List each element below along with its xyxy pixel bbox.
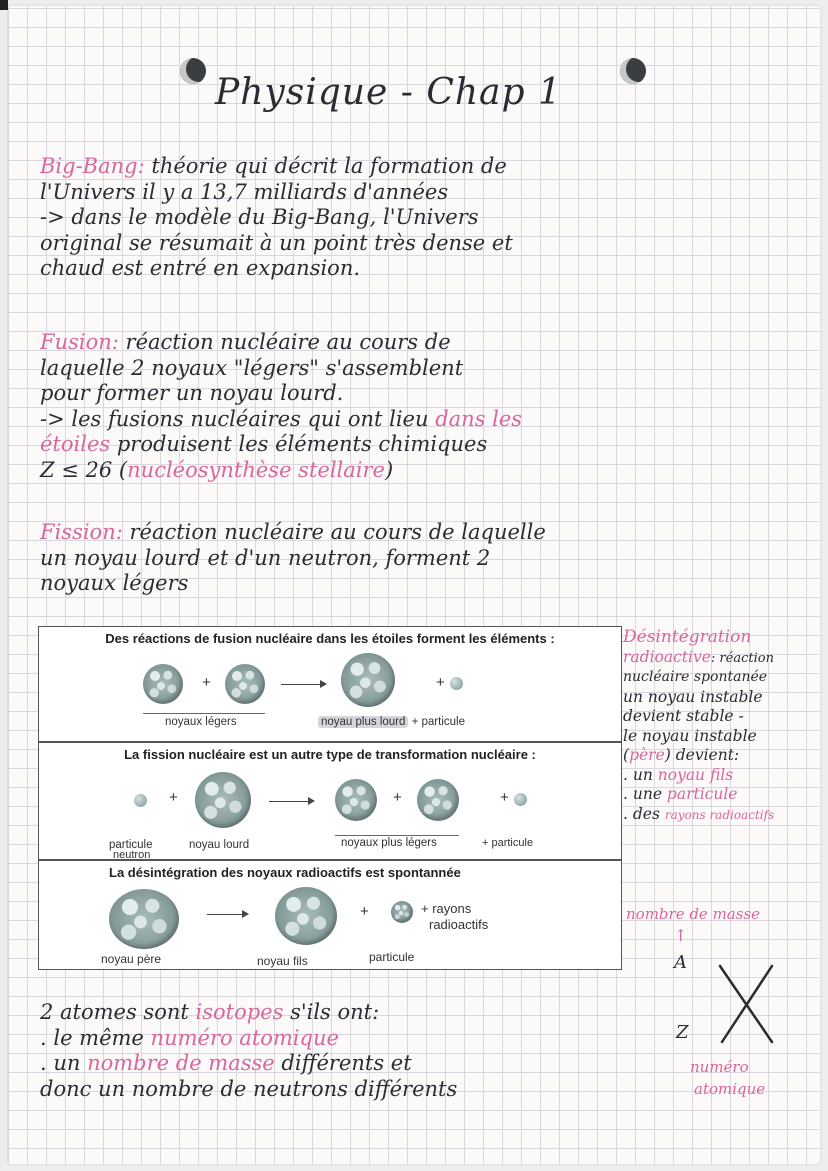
bracket-line <box>335 835 459 836</box>
side-line-7-end: ) devient: <box>664 746 740 764</box>
side-radioactive-rays: rayons radioactifs <box>664 807 775 822</box>
fission-label-lighter-nuclei: noyaux plus légers <box>341 837 437 849</box>
side-line-4: un noyau instable <box>623 687 763 706</box>
plus-sign: + <box>360 903 369 920</box>
fusion-line-5: produisent les éléments chimiques <box>116 432 488 456</box>
page-title: Physique - Chap 1 <box>215 72 562 113</box>
isotopes-bullet-1: . le même <box>40 1025 144 1050</box>
atomic-number-symbol: Z <box>676 1022 689 1043</box>
isotopes-word: isotopes <box>195 1000 284 1024</box>
plus-sign: + <box>393 789 402 806</box>
side-line-6: le noyau instable <box>623 726 757 745</box>
side-line-5: devient stable - <box>623 707 744 725</box>
big-bang-line-4: original se résumait à un point très dense et <box>40 230 513 255</box>
big-bang-line-3: -> dans le modèle du Big-Bang, l'Univers <box>40 205 479 229</box>
side-father-word: père <box>629 746 665 764</box>
father-nucleus <box>109 889 179 949</box>
decay-panel-title: La désintégration des noyaux radioactifs est spontannée <box>109 865 461 880</box>
fission-term: Fission: <box>40 520 123 544</box>
plus-sign: + <box>436 674 445 691</box>
mass-number-arrow: ↑ <box>674 926 688 945</box>
reaction-arrow <box>269 801 313 802</box>
big-bang-section <box>40 154 513 282</box>
side-term-1: Désintégration <box>623 627 752 647</box>
light-nucleus-2 <box>225 664 265 704</box>
fusion-panel-title: Des réactions de fusion nucléaire dans les étoiles forment les éléments : <box>105 631 555 646</box>
neutron-particle <box>134 794 147 807</box>
big-bang-term: Big-Bang: <box>40 154 145 178</box>
bracket-line <box>143 713 265 714</box>
plus-sign: + <box>500 789 509 806</box>
side-line-3: nucléaire spontanée <box>623 669 768 685</box>
fusion-stars-word: étoiles <box>40 432 111 456</box>
son-nucleus <box>275 887 337 945</box>
fission-line-2: un noyau lourd et d'un neutron, forment 2 <box>40 545 491 570</box>
fusion-line-3: pour former un noyau lourd. <box>40 381 344 405</box>
decay-label-particle: particule <box>369 950 415 964</box>
lighter-nucleus-2 <box>417 779 459 821</box>
big-bang-line-2: l'Univers il y a 13,7 milliards d'années <box>40 179 449 204</box>
side-line-2: : réaction <box>710 650 774 666</box>
heavy-nucleus <box>195 772 251 828</box>
fusion-close-paren: ) <box>384 457 394 482</box>
fission-section <box>40 520 546 597</box>
mass-number-label: nombre de masse <box>626 905 761 923</box>
fusion-line-4-highlight: dans les <box>435 406 523 431</box>
side-bullet-1: . un <box>623 765 658 784</box>
side-bullet-2: . une <box>623 785 667 803</box>
stellar-nucleosynthesis: nucléosynthèse stellaire <box>127 457 385 482</box>
isotopes-bullet-2: . un <box>40 1051 81 1075</box>
lighter-nucleus-1 <box>335 779 377 821</box>
fission-label-particle-2: + particule <box>482 837 534 849</box>
fusion-panel <box>39 627 621 739</box>
atomic-number-label-2: atomique <box>694 1080 766 1098</box>
fusion-line-1: réaction nucléaire au cours de <box>125 330 451 354</box>
fission-panel-title: La fission nucléaire est un autre type de transformation nucléaire : <box>124 747 536 762</box>
decay-label-rays-1: + rayons <box>421 901 472 916</box>
side-line-7-open: ( <box>623 746 630 764</box>
plus-sign: + <box>169 789 178 806</box>
side-bullet-3: . des <box>623 804 665 823</box>
reaction-arrow <box>207 914 247 915</box>
big-bang-line-5: chaud est entré en expansion. <box>40 256 361 280</box>
isotopes-atomic-number: numéro atomique <box>150 1025 339 1050</box>
decay-label-father: noyau père <box>101 952 162 966</box>
isotopes-line-1-end: s'ils ont: <box>290 1000 380 1024</box>
plus-sign: + <box>202 674 211 691</box>
side-son-nucleus: noyau fils <box>657 765 734 784</box>
heavy-nucleus <box>341 653 395 707</box>
emitted-particle <box>450 677 463 690</box>
fission-label-heavy-nucleus: noyau lourd <box>189 839 250 851</box>
fusion-label-light-nuclei: noyaux légers <box>165 716 237 728</box>
light-nucleus-1 <box>143 664 183 704</box>
fusion-z-limit: Z ≤ 26 ( <box>40 457 128 482</box>
decay-label-rays-2: radioactifs <box>429 917 489 932</box>
corner-marker <box>0 0 8 10</box>
isotopes-line-1: 2 atomes sont <box>40 1000 189 1024</box>
isotopes-section <box>40 1000 457 1102</box>
element-symbol-x <box>716 962 776 1046</box>
fusion-label-heavy-nucleus: noyau plus lourd <box>318 716 408 728</box>
atomic-number-label-1: numéro <box>690 1058 749 1076</box>
side-particle: particule <box>666 785 738 803</box>
isotopes-line-3-end: différents et <box>281 1051 412 1075</box>
decay-panel <box>39 859 621 971</box>
nuclear-reactions-figure <box>38 626 622 970</box>
reaction-arrow <box>281 684 325 685</box>
radioactive-decay-note <box>623 628 813 825</box>
emitted-particle <box>514 793 527 806</box>
isotopes-mass-number: nombre de masse <box>87 1051 275 1075</box>
fission-label-neutron: neutron <box>113 849 151 861</box>
emitted-particle <box>391 901 413 923</box>
big-bang-line-1: théorie qui décrit la formation de <box>151 154 507 178</box>
fission-label-particle: particule <box>109 839 153 851</box>
fusion-term: Fusion: <box>40 330 119 354</box>
fusion-line-4: -> les fusions nucléaires qui ont lieu <box>40 406 429 431</box>
binder-ring-hole-right <box>620 58 646 84</box>
fission-panel <box>39 741 621 859</box>
fusion-line-2: laquelle 2 noyaux "légers" s'assemblent <box>40 355 464 380</box>
fusion-section <box>40 330 522 483</box>
fission-line-3: noyaux légers <box>40 571 189 595</box>
isotopes-line-4: donc un nombre de neutrons différents <box>40 1076 458 1101</box>
fission-line-1: réaction nucléaire au cours de laquelle <box>129 520 546 544</box>
mass-number-symbol: A <box>674 952 687 973</box>
decay-label-son: noyau fils <box>257 954 308 968</box>
binder-ring-hole-left <box>180 58 206 84</box>
fusion-label-particle: + particule <box>411 716 465 728</box>
side-term-2: radioactive <box>623 647 711 666</box>
